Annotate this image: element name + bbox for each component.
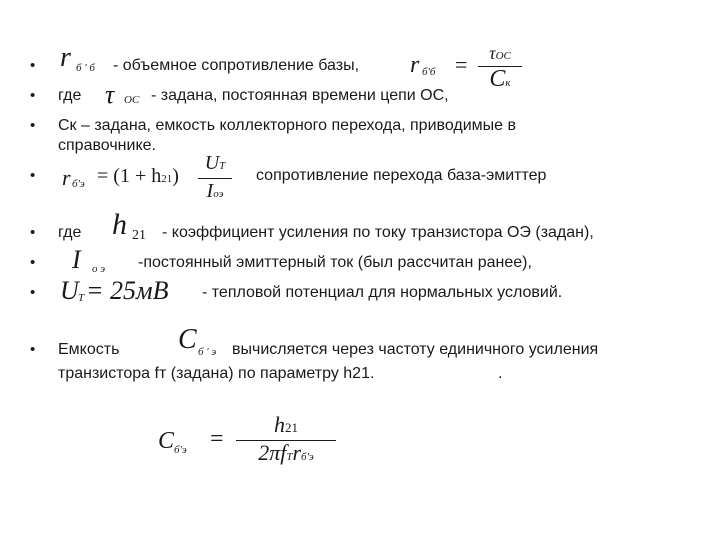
bullet: • [30, 57, 36, 74]
rbe-description: сопротивление перехода база-эмиттер [256, 167, 547, 184]
rbe-lhs: r [62, 165, 71, 190]
capacitance-formula [158, 414, 348, 474]
rbe-fraction: UT Iоэ [198, 152, 232, 205]
formula-den: 2πf [258, 440, 287, 465]
symbol-C: C [178, 324, 197, 355]
bullet: • [30, 167, 36, 184]
symbol-tau-sub: ОС [124, 94, 140, 106]
symbol-ut: U [60, 276, 79, 305]
bullet: • [30, 224, 36, 241]
ck-description-cont: справочнике. [58, 137, 156, 154]
symbol-r-sub: б ' б [76, 62, 95, 74]
capacitance-label: Емкость [58, 341, 120, 358]
formula-lhs: C [158, 428, 175, 454]
ut-description: - тепловой потенциал для нормальных условий. [202, 284, 563, 301]
formula-r-num: τ [489, 43, 496, 63]
ck-description: Cк – задана, емкость коллекторного перехода, приводимые в [58, 117, 516, 134]
formula-r-eq: = [455, 52, 468, 77]
formula-lhs-sub: б'э [174, 444, 187, 456]
cap-description: вычисляется через частоту единичного усиления [232, 341, 599, 358]
symbol-ut-sub: T [78, 292, 85, 304]
formula-eq: = [210, 426, 224, 452]
symbol-tau: τ [105, 80, 115, 109]
formula-r-fraction [478, 44, 522, 94]
formula-r-lhs-sub: б'б [422, 66, 436, 78]
bullet: • [30, 284, 36, 301]
formula-r-num-sub: ОС [495, 50, 511, 62]
formula-r-den: C [489, 66, 506, 92]
bullet: • [30, 87, 36, 104]
bullet: • [30, 254, 36, 271]
cap-description-cont: транзистора fт (задана) по параметру h21. [58, 365, 375, 382]
symbol-I: I [72, 245, 81, 274]
symbol-I-sub: о э [92, 263, 106, 275]
bullet: • [30, 117, 36, 134]
bullet: • [30, 341, 36, 358]
formula-fraction: h21 2πfTrб'э [236, 414, 336, 468]
trailing-dot: . [498, 365, 503, 382]
symbol-h-sub: 21 [132, 228, 146, 243]
formula-r-den-sub: к [505, 77, 511, 89]
tau-description: - задана, постоянная времени цепи ОС, [151, 87, 449, 104]
rbe-num: U [204, 152, 220, 174]
rbe-eq: = (1 + h21) [97, 165, 179, 187]
rbe-lhs-sub: б'э [72, 178, 85, 190]
symbol-h: h [112, 208, 127, 241]
formula-num: h [274, 412, 285, 437]
ut-value: = 25мВ [86, 276, 169, 305]
h21-description: - коэффициент усиления по току транзистора ОЭ (задан), [162, 224, 594, 241]
formula-r-lhs: r [410, 52, 420, 78]
ioe-description: -постоянный эмиттерный ток (был рассчитан ранее), [138, 254, 532, 271]
symbol-r: r [60, 42, 71, 73]
where-label-h21: где [58, 224, 82, 241]
r-description: - объемное сопротивление базы, [113, 57, 360, 74]
symbol-C-sub: б ' э [198, 346, 217, 358]
rbe-den: I [206, 180, 214, 202]
where-label: где [58, 87, 82, 104]
